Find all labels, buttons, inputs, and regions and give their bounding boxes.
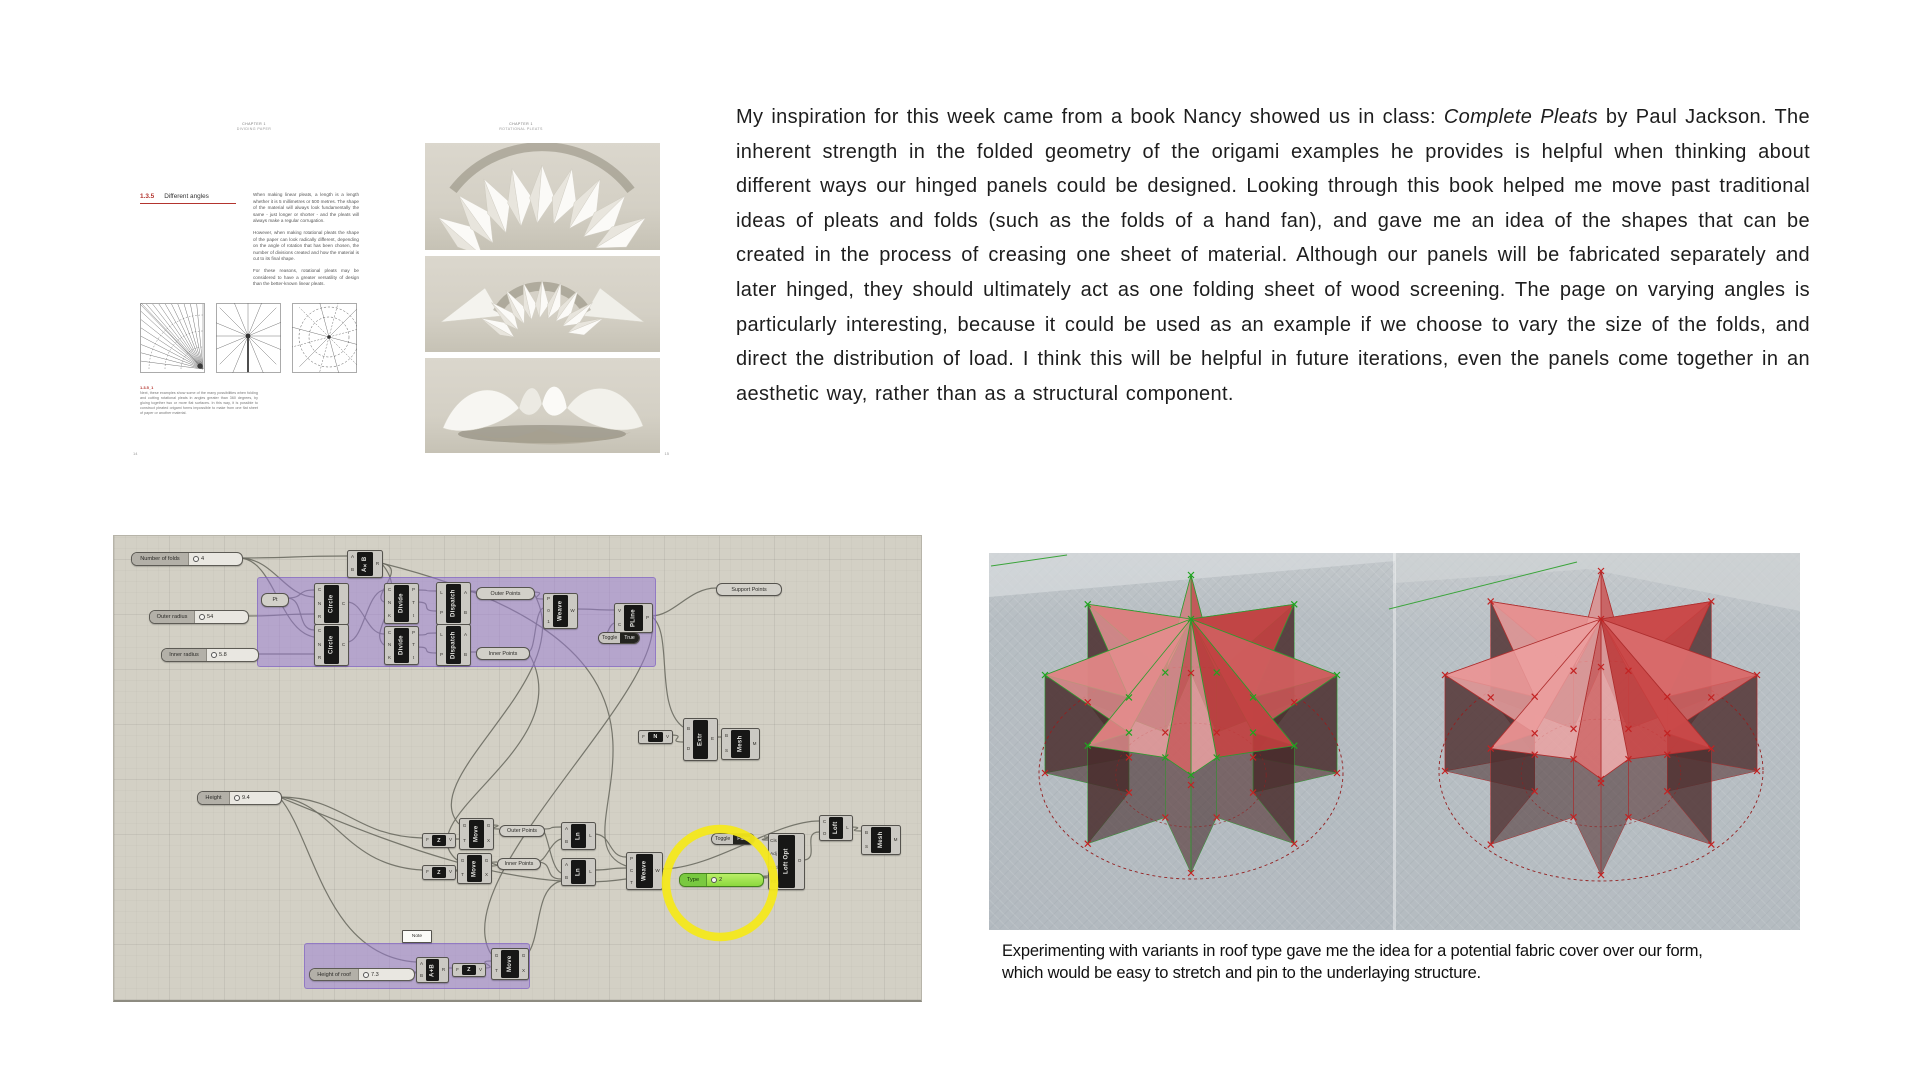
gh-component-label: Move <box>467 855 482 882</box>
figure-caption-label: 1.3.5_1 <box>140 385 154 390</box>
star-roof-models <box>989 553 1800 930</box>
gh-component-label: Loft <box>829 817 843 839</box>
gh-toggle-false: Toggle False <box>711 833 755 845</box>
book-spread-figure <box>131 116 671 461</box>
gh-component-a-plus-b: A B A+B R <box>416 957 449 983</box>
gh-component-move-1: G T Move G X <box>459 818 494 850</box>
gh-param-outer-points-1: Outer Points <box>476 587 535 600</box>
gh-slider-number-of-folds: Number of folds 4 <box>131 552 243 566</box>
gh-component-label: Move <box>501 950 519 978</box>
gh-component-label: Ln <box>571 860 586 884</box>
gh-component-mesh-2: B S Mesh M <box>861 825 901 855</box>
slider-knob <box>199 614 205 620</box>
star-roof-right <box>1439 568 1763 881</box>
gh-component-label: A+B <box>426 959 439 981</box>
gh-component-label: Divide <box>394 585 409 622</box>
rhino-viewport-screenshot <box>989 553 1800 930</box>
book-title-italic: Complete Pleats <box>1443 106 1598 128</box>
gh-component-label: Ln <box>571 824 586 848</box>
gh-component-axb: A B A×B R <box>347 550 383 578</box>
gh-component-label: A×B <box>357 552 373 576</box>
photo-linear-pleat-arc <box>425 143 660 250</box>
gh-nodes <box>114 536 923 1003</box>
gh-component-divide-2: C N K Divide P T t <box>384 626 419 665</box>
gh-component-move-3: G T Move G X <box>491 948 529 980</box>
gh-component-label: Mesh <box>731 730 750 758</box>
gh-param-note: Note <box>402 930 432 943</box>
section-underline <box>140 203 236 204</box>
gh-slider-type: Type 2 <box>679 873 764 887</box>
fold-pattern-diagrams <box>140 303 368 378</box>
render-caption: Experimenting with variants in roof type gave me the idea for a potential fabric cover over our form, which would be easy to stretch and pin to the underlaying structure. <box>1002 942 1703 982</box>
gh-param-support-points: Support Points <box>716 583 782 596</box>
gh-component-weave-1: P 0 1 Weave W <box>543 593 578 629</box>
page-number-right: 15 <box>664 451 669 456</box>
gh-component-loft: C O Loft L <box>819 815 853 841</box>
gh-component-label: Move <box>469 820 484 848</box>
gh-slider-height-of-roof: Height of roof 7.3 <box>309 968 415 981</box>
gh-component-pline: V C PLine P <box>614 603 653 633</box>
gh-component-label: Divide <box>394 628 409 663</box>
gh-component-dispatch-2: L P Dispatch A B <box>436 624 471 666</box>
photo-curved-pleat <box>425 358 660 453</box>
figure-caption-text: Next, these examples show some of the many possibilities when folding and cutting rotational pleats in angles greater than 360 degrees, by gluing together two or more flat surfaces. In this way, it is possible to construct pleated origami forms impossible to make from one flat sheet of paper or another material. <box>140 391 258 415</box>
page-number-left: 14 <box>133 451 138 456</box>
gh-component-loft-options: Cls Adj Rbd Rft Loft Opt O <box>768 833 805 890</box>
book-left-header: CHAPTER 1 DIVIDING PAPER <box>236 122 272 131</box>
gh-component-label: Loft Opt <box>778 835 795 888</box>
gh-component-label: Z <box>462 965 476 975</box>
paragraph-text: by Paul Jackson. The inherent strength in the folded geometry of the origami examples he provides is helpful when thinking about different ways our hinged panels could be designed. Looking through this book helped me move past traditional ideas of pleats and folds (such as the folds of a hand fan), and gave me an idea of the shapes that can be created in the process of creasing one sheet of material. Although our panels will be fabricated separately and later hinged, they should ultimately act as one folding sheet of wood screening. The page on varying angles is particularly interesting, because it could be used as an example if we choose to vary the size of the folds, and direct the distribution of load. I think this will be helpful in future iterations, even the panels come together in an aesthetic way, rather than as a structural component. <box>736 106 1810 405</box>
gh-component-mesh-1: B S Mesh M <box>721 728 760 760</box>
star-roof-left <box>1039 572 1343 879</box>
slider-knob <box>211 652 217 658</box>
gh-component-move-2: G T Move G X <box>457 853 492 884</box>
gh-component-label: Circle <box>324 626 339 664</box>
photo-rotational-pleat-fan <box>425 256 660 352</box>
gh-component-unit-z-3: F Z V <box>452 963 486 977</box>
gh-component-unit-z-2: F Z V <box>422 865 456 880</box>
gh-param-pt: Pt <box>261 593 289 607</box>
gh-component-label: PLine <box>624 605 643 631</box>
book-section-title: 1.3.5 Different angles <box>140 193 209 200</box>
gh-component-divide-1: C N K Divide P T t <box>384 583 419 624</box>
gh-component-unit-n: F N V <box>638 730 673 744</box>
gh-component-weave-2: P C T Weave W <box>626 852 663 890</box>
gh-component-label: Weave <box>636 854 653 888</box>
gh-component-label: Circle <box>324 585 339 623</box>
gh-component-line-2: A B Ln L <box>561 858 596 886</box>
slider-knob <box>193 556 199 562</box>
gh-component-label: Dispatch <box>446 626 461 664</box>
gh-slider-outer-radius: Outer radius 54 <box>149 610 249 624</box>
gh-component-circle-2: C N R Circle C <box>314 624 349 666</box>
gh-slider-inner-radius: Inner radius 5.8 <box>161 648 259 662</box>
gh-component-extrude: B D Extr E <box>683 718 718 761</box>
gh-component-dispatch-1: L P Dispatch A B <box>436 582 471 625</box>
journal-paragraph <box>736 100 1810 411</box>
paragraph-text: My inspiration for this week came from a book Nancy showed us in class: <box>736 106 1444 128</box>
gh-component-line-1: A B Ln L <box>561 822 596 850</box>
book-right-header: CHAPTER 1 ROTATIONAL PLEATS <box>499 122 543 131</box>
gh-component-label: Mesh <box>871 827 891 853</box>
gh-component-circle-1: C N R Circle C <box>314 583 349 625</box>
gh-slider-height: Height 9.4 <box>197 791 282 805</box>
gh-param-inner-points-1: Inner Points <box>476 647 530 660</box>
gh-component-label: N <box>648 732 663 742</box>
gh-param-inner-points-2: Inner Points <box>497 858 541 870</box>
gh-component-label: Extr <box>693 720 708 759</box>
book-body-text: When making linear pleats, a length is a length whether it is 5 millimetres or 500 metres. The shape of the material will always look fundamentally the same - just longer or shorter - and the pleats will always make a regular corrugation. However, when making rotational pleats the shape of the paper can look radically different, depending on the angle of rotation that has been chosen, the number of divisions created and how the material is cut to its final shape. For these reasons, rotational pleats may be considered to have a greater versatility of design than the better-known linear pleats. <box>253 192 359 287</box>
gh-component-label: Weave <box>553 595 568 627</box>
gh-component-unit-z-1: F Z V <box>422 833 456 848</box>
gh-component-label: Z <box>432 835 446 846</box>
grasshopper-canvas-screenshot <box>113 535 922 1002</box>
gh-toggle-true: Toggle True <box>598 632 640 644</box>
slider-knob <box>234 795 240 801</box>
slider-knob <box>363 972 369 978</box>
gh-param-outer-points-2: Outer Points <box>499 825 545 837</box>
slider-knob <box>711 877 717 883</box>
gh-component-label: Z <box>432 867 446 878</box>
gh-component-label: Dispatch <box>446 584 461 623</box>
